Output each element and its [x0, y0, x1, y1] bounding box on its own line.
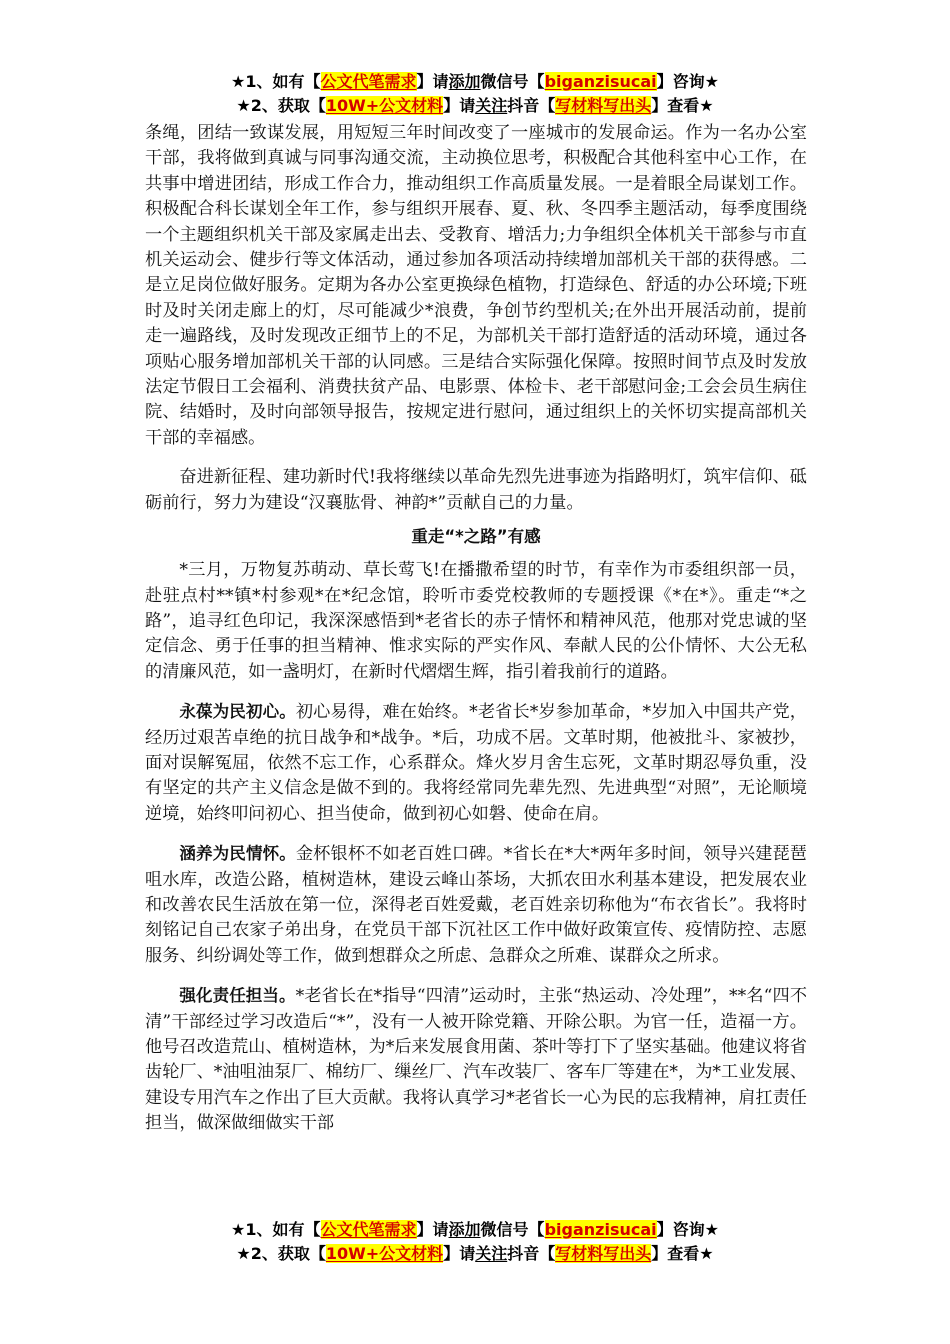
header-banner-line-2 [0, 94, 950, 118]
paragraph-lead: 涵养为民情怀。 [179, 844, 296, 864]
paragraph-lead: 永葆为民初心。 [179, 702, 296, 722]
header-banner-line-1 [0, 70, 950, 94]
highlight-materials: 10W+公文材料 [325, 96, 444, 115]
footer-banner-line-1 [0, 1218, 950, 1242]
paragraph-intro: *三月，万物复苏萌动、草长莺飞!在播撒希望的时节，有幸作为市委组织部一员，赴驻点村**镇*村参观*在*纪念馆，聆听市委党校教师的专题授课《*在*》。重走“*之路”，追寻红色印记，我深深感悟到*老省长的赤子情怀和精神风范，他那对党忠诚的坚定信念、勇于任事的担当精神、惟求实际的严实作风、奉献人民的公仆情怀、大公无私的清廉风范，如一盏明灯，在新时代熠熠生辉，指引着我前行的道路。 [145, 560, 807, 682]
banner-text: ★2、获取【 [236, 1244, 326, 1263]
banner-text: 微信号【 [480, 1220, 545, 1239]
banner-text: 】请 [443, 1244, 476, 1263]
highlight-materials: 10W+公文材料 [325, 1244, 444, 1263]
paragraph-text: 初心易得，难在始终。*老省长*岁参加革命，*岁加入中国共产党，经历过艰苦卓绝的抗日战争和*战争。*后，功成不居。文革时期，他被批斗、家被抄，面对误解冤屈，依然不忘工作，心系群众。烽火岁月舍生忘死，文革时期忍辱负重，没有坚定的共产主义信念是做不到的。我将经常同先辈先烈、先进典型“对照”，无论顺境逆境，始终叩问初心、担当使命，做到初心如磐、使命在肩。 [145, 702, 807, 824]
banner-text: 】咨询★ [656, 1220, 719, 1239]
banner-emphasis: 关注 [475, 96, 508, 115]
banner-emphasis: 关注 [475, 1244, 508, 1263]
banner-text: ★2、获取【 [236, 96, 326, 115]
paragraph-lead: 强化责任担当。 [179, 986, 296, 1006]
highlight-douyin: 写材料写出头 [555, 96, 652, 115]
highlight-service: 公文代笔需求 [320, 1220, 417, 1239]
footer-banner-line-2 [0, 1242, 950, 1266]
highlight-wechat-id: biganzisucai [544, 1220, 657, 1239]
highlight-douyin: 写材料写出头 [555, 1244, 652, 1263]
paragraph-responsibility [145, 983, 807, 1136]
banner-text: 微信号【 [480, 72, 545, 91]
paragraph-continued: 条绳，团结一致谋发展，用短短三年时间改变了一座城市的发展命运。作为一名办公室干部，我将做到真诚与同事沟通交流，主动换位思考，积极配合其他科室中心工作，在共事中增进团结，形成工作合力，推动组织工作高质量发展。一是着眼全局谋划工作。积极配合科长谋划全年工作，参与组织开展春、夏、秋、冬四季主题活动，每季度围绕一个主题组织机关干部及家属走出去、受教育、增活力;力争组织全体机关干部参与市直机关运动会、健步行等文体活动，通过参加各项活动持续增加部机关干部的获得感。二是立足岗位做好服务。定期为各办公室更换绿色植物，打造绿色、舒适的办公环境;下班时及时关闭走廊上的灯，尽可能减少*浪费，争创节约型机关;在外出开展活动前，提前走一遍路线，及时发现改正细节上的不足，为部机关干部打造舒适的活动环境，通过各项贴心服务增加部机关干部的认同感。三是结合实际强化保障。按照时间节点及时发放法定节假日工会福利、消费扶贫产品、电影票、体检卡、老干部慰问金;工会会员生病住院、结婚时，及时向部领导报告，按规定进行慰问，通过组织上的关怀切实提高部机关干部的幸福感。 [145, 123, 807, 448]
banner-emphasis: 添加 [448, 72, 481, 91]
section-title: 重走“*之路”有感 [411, 527, 541, 547]
banner-text: 抖音【 [507, 96, 556, 115]
paragraph-text: *老省长在*指导“四清”运动时，主张“热运动、冷处理”，**名“四不清”干部经过学习改造后“*”，没有一人被开除党籍、开除公职。为官一任，造福一方。他号召改造荒山、植树造林，为*后来发展食用菌、茶叶等打下了坚实基础。他建议将省齿轮厂、*油咀油泵厂、棉纺厂、缫丝厂、汽车改装厂、客车厂等建在*，为*工业发展、建设专用汽车之作出了巨大贡献。我将认真学习*老省长一心为民的忘我精神，肩扛责任担当，做深做细做实干部 [145, 986, 808, 1134]
document-body [145, 121, 807, 1137]
highlight-wechat-id: biganzisucai [544, 72, 657, 91]
banner-text: 】咨询★ [656, 72, 719, 91]
banner-text: 】查看★ [651, 1244, 714, 1263]
banner-text: 】请 [416, 72, 449, 91]
highlight-service: 公文代笔需求 [320, 72, 417, 91]
banner-text: 】查看★ [651, 96, 714, 115]
banner-emphasis: 添加 [448, 1220, 481, 1239]
banner-text: 】请 [443, 96, 476, 115]
banner-text: 】请 [416, 1220, 449, 1239]
paragraph-text: 金杯银杯不如老百姓口碑。*省长在*大*两年多时间，领导兴建琵琶咀水库，改造公路，植树造林，建设云峰山茶场，大抓农田水利基本建设，把发展农业和改善农民生活放在第一位，深得老百姓爱戴，老百姓亲切称他为“布衣省长”。我将时刻铭记自己农家子弟出身，在党员干部下沉社区工作中做好政策宣传、疫情防控、志愿服务、纠纷调处等工作，做到想群众之所虑、急群众之所难、谋群众之所求。 [145, 844, 807, 966]
paragraph-people-feeling [145, 841, 807, 969]
banner-text: ★1、如有【 [231, 1220, 321, 1239]
paragraph-conclusion: 奋进新征程、建功新时代!我将继续以革命先烈先进事迹为指路明灯，筑牢信仰、砥砺前行，努力为建设“汉襄肱骨、神韵*”贡献自己的力量。 [145, 467, 807, 513]
paragraph-initial-heart [145, 699, 807, 827]
banner-text: 抖音【 [507, 1244, 556, 1263]
banner-text: ★1、如有【 [231, 72, 321, 91]
